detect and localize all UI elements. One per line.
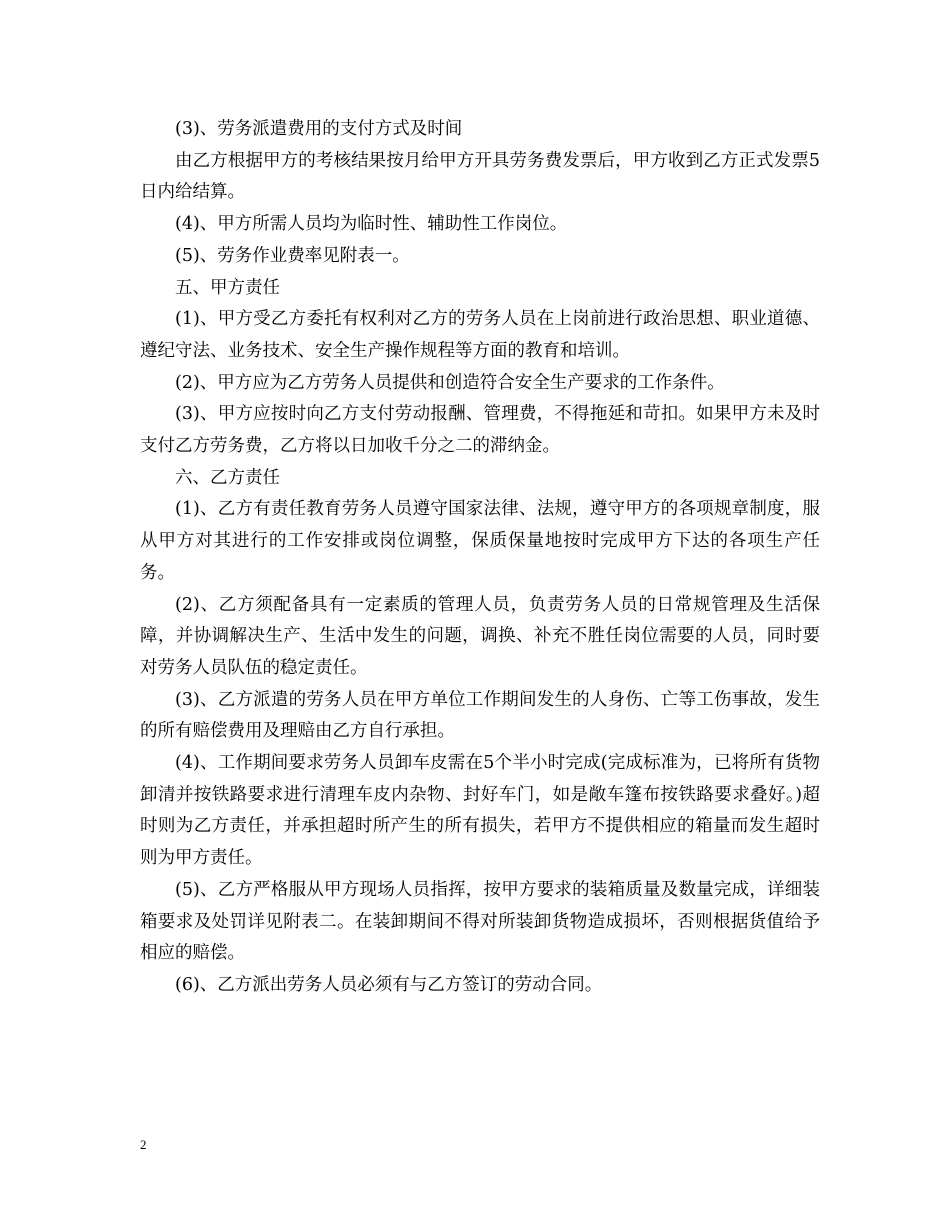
paragraph-party-a-payment: (3)、甲方应按时向乙方支付劳动报酬、管理费，不得拖延和苛扣。如果甲方未及时支付乙方劳务费，乙方将以日加收千分之二的滞纳金。 — [140, 404, 820, 457]
paragraph-settlement: 由乙方根据甲方的考核结果按月给甲方开具劳务费发票后，甲方收到乙方正式发票5日内给结算。 — [140, 150, 820, 203]
document-body — [140, 114, 820, 1002]
paragraph-fee-rate: (5)、劳务作业费率见附表一。 — [175, 245, 410, 266]
paragraph-payment-method: (3)、劳务派遣费用的支付方式及时间 — [175, 119, 463, 139]
paragraph-party-b-contract: (6)、乙方派出劳务人员必须有与乙方签订的劳动合同。 — [175, 974, 603, 995]
paragraph-temporary-positions: (4)、甲方所需人员均为临时性、辅助性工作岗位。 — [175, 214, 568, 235]
paragraph-party-b-unloading: (4)、工作期间要求劳务人员卸车皮需在5个半小时完成(完成标准为，已将所有货物卸清并按铁路要求进行清理车皮内杂物、封好车门，如是敞车篷布按铁路要求叠好。)超时则为乙方责任，并承担超时所产生的所有损失，若甲方不提供相应的箱量而发生超时则为甲方责任。 — [140, 753, 820, 869]
paragraph-party-a-conditions: (2)、甲方应为乙方劳务人员提供和创造符合安全生产要求的工作条件。 — [175, 372, 725, 393]
paragraph-party-b-education: (1)、乙方有责任教育劳务人员遵守国家法律、法规，遵守甲方的各项规章制度，服从甲方对其进行的工作安排或岗位调整，保质保量地按时完成甲方下达的各项生产任务。 — [140, 499, 820, 583]
page-number: 2 — [140, 1137, 147, 1152]
paragraph-party-a-training: (1)、甲方受乙方委托有权利对乙方的劳务人员在上岗前进行政治思想、职业道德、遵纪守法、业务技术、安全生产操作规程等方面的教育和培训。 — [140, 309, 820, 361]
paragraph-party-b-management: (2)、乙方须配备具有一定素质的管理人员，负责劳务人员的日常规管理及生活保障，并协调解决生产、生活中发生的问题，调换、补充不胜任岗位需要的人员，同时要对劳务人员队伍的稳定责任。 — [140, 594, 820, 678]
paragraph-party-b-injury: (3)、乙方派遣的劳务人员在甲方单位工作期间发生的人身伤、亡等工伤事故，发生的所有赔偿费用及理赔由乙方自行承担。 — [140, 689, 820, 742]
section-heading-party-a: 五、甲方责任 — [175, 277, 280, 298]
section-heading-party-b: 六、乙方责任 — [175, 467, 280, 488]
paragraph-party-b-loading: (5)、乙方严格服从甲方现场人员指挥，按甲方要求的装箱质量及数量完成，详细装箱要求及处罚详见附表二。在装卸期间不得对所装卸货物造成损坏，否则根据货值给予相应的赔偿。 — [140, 879, 820, 964]
